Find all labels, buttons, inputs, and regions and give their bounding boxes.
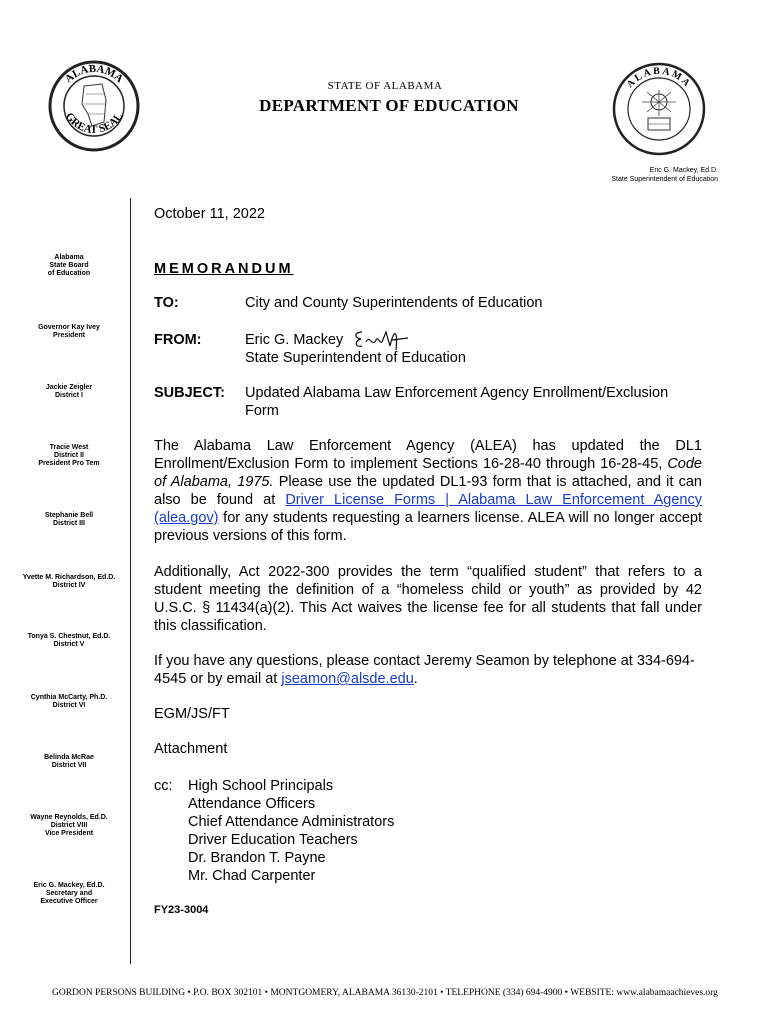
from-title: State Superintendent of Education (245, 350, 466, 366)
initials: EGM/JS/FT (154, 706, 230, 722)
board-entry (14, 384, 124, 400)
cc-item: Driver Education Teachers (188, 832, 358, 848)
board-line: Secretary and (45, 890, 93, 897)
memo-heading: MEMORANDUM (154, 261, 294, 277)
state-heading: STATE OF ALABAMA (327, 80, 443, 92)
sidebar-divider (130, 198, 131, 964)
board-entry (14, 512, 124, 528)
cc-item: Mr. Chad Carpenter (188, 868, 316, 884)
cc-label: cc: (154, 778, 173, 794)
board-entry (14, 814, 124, 838)
para1-italic: Code of Alabama, 1975. (154, 456, 702, 490)
board-line: District V (53, 641, 85, 648)
para3-text: . (413, 671, 418, 687)
svg-text:ALABAMA: ALABAMA (62, 62, 126, 86)
board-line: Eric G. Mackey, Ed.D. (33, 882, 105, 889)
memo-date: October 11, 2022 (154, 206, 265, 222)
board-line: State Board (49, 262, 89, 269)
board-line: District IV (52, 582, 86, 589)
board-line: District II (54, 452, 84, 459)
board-line: Executive Officer (40, 898, 98, 905)
cc-item: High School Principals (188, 778, 334, 794)
to-value: City and County Superintendents of Education (245, 295, 543, 311)
superintendent-block (611, 166, 718, 184)
board-line: District VIII (50, 822, 88, 829)
department-heading: DEPARTMENT OF EDUCATION (259, 96, 519, 115)
para1-text: The Alabama Law Enforcement Agency (ALEA) has updated the DL1 Enrollment/Exclusion Form to implement Sections 16-28-40 through 16-28-45, (154, 438, 702, 472)
board-entry (14, 324, 124, 340)
board-line: Belinda McRae (44, 754, 94, 761)
board-line: Yvette M. Richardson, Ed.D. (22, 574, 116, 581)
footer-address: GORDON PERSONS BUILDING • P.O. BOX 302101 • MONTGOMERY, ALABAMA 36130-2101 • TELEPHONE (334) 694-4900 • WEBSITE: www.alabamaachieves.org (52, 988, 718, 998)
cc-item: Dr. Brandon T. Payne (188, 850, 326, 866)
board-line: Stephanie Bell (44, 512, 94, 519)
driver-license-forms-link[interactable]: Driver License Forms | Alabama Law Enforcement Agency (alea.gov) (154, 492, 702, 526)
board-line: Governor Kay Ivey (38, 324, 100, 331)
board-entry (14, 694, 124, 710)
cc-item: Chief Attendance Administrators (188, 814, 395, 830)
board-line: of Education (47, 270, 91, 277)
board-entry (14, 444, 124, 468)
svg-text:GREAT SEAL: GREAT SEAL (62, 110, 126, 136)
cc-item: Attendance Officers (188, 796, 316, 812)
board-line: President (53, 332, 85, 339)
from-label: FROM: (154, 332, 202, 348)
attachment-line: Attachment (154, 741, 228, 757)
board-line: District III (53, 520, 85, 527)
paragraph-2: Additionally, Act 2022-300 provides the term “qualified student” that refers to a student meeting the definition of a “homeless child or youth” as provided by 42 U.S.C. § 11434(a)(2). This Act waives the license fee for all students that fall under this classification. (154, 564, 702, 634)
to-label: TO: (154, 295, 179, 311)
board-line: President Pro Tem (38, 460, 100, 467)
board-line: Wayne Reynolds, Ed.D. (30, 814, 108, 821)
board-line: District I (54, 392, 83, 399)
board-line: Vice President (44, 830, 94, 837)
email-link[interactable]: jseamon@alsde.edu (281, 671, 414, 687)
subject-value: Updated Alabama Law Enforcement Agency Enrollment/Exclusion Form (245, 385, 669, 419)
board-line: District VII (51, 762, 87, 769)
para3-text: If you have any questions, please contact Jeremy Seamon by telephone at 334-694-4545 or by email at (154, 653, 695, 687)
board-line: Cynthia McCarty, Ph.D. (30, 694, 108, 701)
board-line: Tracie West (49, 444, 89, 451)
board-entry (14, 882, 124, 906)
subject-label: SUBJECT: (154, 385, 225, 401)
board-entry (14, 754, 124, 770)
superintendent-name: Eric G. Mackey, Ed.D. (649, 167, 718, 174)
from-name: Eric G. Mackey (245, 332, 344, 348)
board-entry (14, 254, 124, 278)
paragraph-3 (154, 652, 702, 688)
board-line: Tonya S. Chestnut, Ed.D. (27, 633, 111, 640)
paragraph-1 (154, 437, 702, 545)
cc-list (188, 777, 394, 885)
svg-text:ALABAMA: ALABAMA (624, 65, 694, 91)
board-entry (14, 633, 124, 649)
board-line: District VI (52, 702, 86, 709)
para1-text: Please use the updated DL1-93 form that is attached, and it can also be found at (154, 474, 702, 508)
board-entry (10, 574, 128, 590)
board-line: Alabama (54, 254, 84, 261)
reference-number: FY23-3004 (154, 904, 209, 916)
para1-text: for any students requesting a learners license. ALEA will no longer accept previous versions of this form. (154, 510, 702, 544)
signature-image (352, 326, 410, 354)
superintendent-title: State Superintendent of Education (611, 176, 718, 183)
board-line: Jackie Zeigler (45, 384, 93, 391)
